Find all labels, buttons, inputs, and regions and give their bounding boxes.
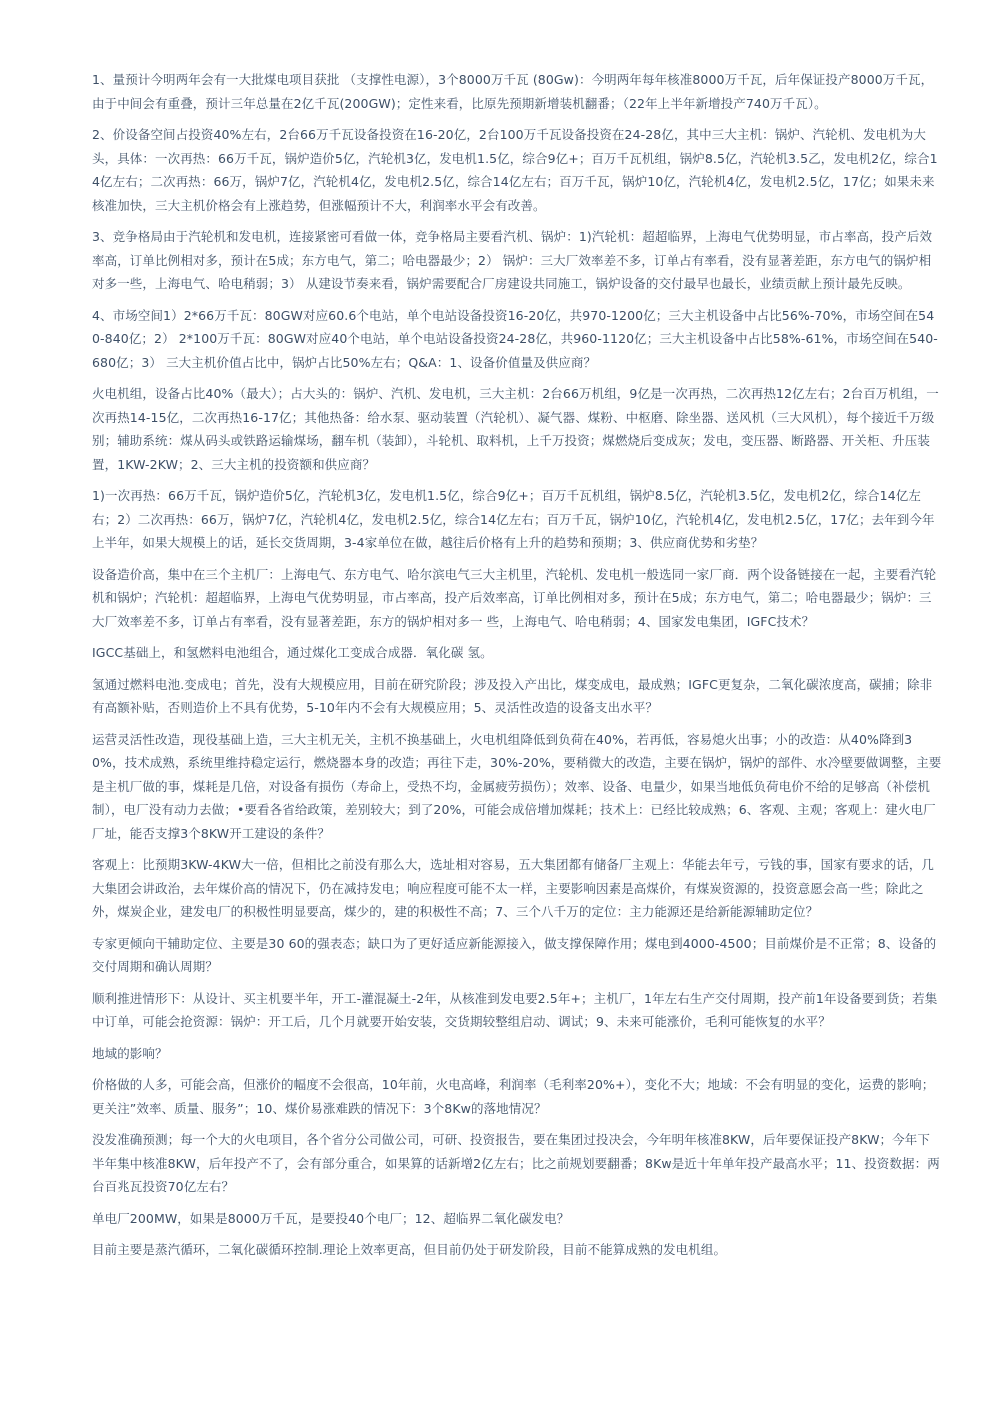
paragraph-4: 4、市场空间1）2*66万千瓦：80GW对应60.6个电站，单个电站设备投资16-20亿，共970-1200亿；三大主机设备中占比56%-70%，市场空间在540-840亿；2） 2*100万千瓦：80GW对应40个电站，单个电站设备投资24-28亿，共960-1120亿；三大主机设备中占比58%-61%，市场空间在540-680亿；3） 三大主机价值占比中，锅炉占比50%左右；Q&A：1、设备价值量及供应商？ (92, 307, 938, 370)
paragraph-16: 没发准确预测；每一个大的火电项目，各个省分公司做公司，可研、投资报告，要在集团过投决会，今年明年核准8KW，后年要保证投产8KW；今年下半年集中核准8KW，后年投产不了，会有部分重合，如果算的话新增2亿左右；比之前规划要翻番；8Kw是近十年单年投产最高水平；11、投资数据：两台百兆瓦投资70亿左右？ (92, 1132, 940, 1194)
paragraph-18: 目前主要是蒸汽循环，二氧化碳循环控制.理论上效率更高，但目前仍处于研发阶段，目前不能算成熟的发电机组。 (92, 1242, 727, 1257)
paragraph-13: 顺利推进情形下：从设计、买主机要半年，开工-灌混凝土-2年，从核准到发电要2.5年+；主机厂，1年左右生产交付周期，投产前1年设备要到货；若集中订单，可能会抢资源：锅炉：开工后，几个月就要开始安装，交货期较整组启动、调试；9、未来可能涨价，毛利可能恢复的水平？ (92, 990, 938, 1029)
paragraph-1: 1、量预计今明两年会有一大批煤电项目获批 （支撑性电源），3个8000万千瓦 (80Gw)：今明两年每年核准8000万千瓦，后年保证投产8000万千瓦，由于中间会有重叠，预计三年总量在2亿千瓦(200GW)；定性来看，比原先预期新增装机翻番；（22年上半年新增投产740万千瓦）。 (92, 72, 934, 111)
paragraph-7: 设备造价高，集中在三个主机厂：上海电气、东方电气、哈尔滨电气三大主机里，汽轮机、发电机一般选同一家厂商．两个设备链接在一起，主要看汽轮机和锅炉；汽轮机：超超临界，上海电气优势明显，市占率高，投产后效率高，订单比例相对多，预计在5成；东方电气，第二；哈电器最少；锅炉：三大厂效率差不多，订单占有率看，没有显著差距，东方的锅炉相对多一 些，上海电气、哈电稍弱；4、国家发电集团，IGFC技术？ (92, 566, 937, 629)
paragraph-2: 2、价设备空间占投资40%左右，2台66万千瓦设备投资在16-20亿，2台100万千瓦设备投资在24-28亿，其中三大主机：锅炉、汽轮机、发电机为大头，具体：一次再热：66万千瓦，锅炉造价5亿，汽轮机3亿，发电机1.5亿，综合9亿+；百万千瓦机组，锅炉8.5亿，汽轮机3.5乙，发电机2亿，综合14亿左右；二次再热：66万，锅炉7亿，汽轮机4亿，发电机2.5亿，综合14亿左右；百万千瓦，锅炉10亿，汽轮机4亿，发电机2.5亿，17亿；如果未来核准加快，三大主机价格会有上涨趋势，但涨幅预计不大，利润率水平会有改善。 (92, 127, 938, 213)
document-body (92, 68, 942, 1270)
paragraph-12: 专家更倾向干辅助定位、主要是30 60的强表态；缺口为了更好适应新能源接入，做支撑保障作用；煤电到4000-4500；目前煤价是不正常；8、设备的交付周期和确认周期？ (92, 935, 937, 974)
paragraph-15: 价格做的人多，可能会高，但涨价的幅度不会很高，10年前，火电高峰，利润率（毛利率20%+），变化不大；地域：不会有明显的变化，运费的影响；更关注”效率、质量、服务”；10、煤价易涨难跌的情况下：3个8Kw的落地情况？ (92, 1077, 935, 1116)
paragraph-3: 3、竞争格局由于汽轮机和发电机，连接紧密可看做一体，竞争格局主要看汽机、锅炉：1)汽轮机：超超临界，上海电气优势明显，市占率高，投产后效率高，订单比例相对多，预计在5成；东方电气，第二；哈电器最少；2） 锅炉：三大厂效率差不多，订单占有率看，没有显著差距，东方电气的锅炉相对多一些，上海电气、哈电稍弱；3） 从建设节奏来看，锅炉需要配合厂房建设共同施工，锅炉设备的交付最早也最长，业绩贡献上预计最先反映。 (92, 229, 933, 291)
paragraph-11: 客观上：比预期3KW-4KW大一倍，但相比之前没有那么大，选址相对容易，五大集团都有储备厂主观上：华能去年亏，亏钱的事，国家有要求的话，几大集团会讲政治，去年煤价高的情况下，仍在减持发电；响应程度可能不太一样，主要影响因素是高煤价，有煤炭资源的，投资意愿会高一些；除此之外，煤炭企业，建发电厂的积极性明显要高，煤少的，建的积极性不高；7、三个八千万的定位：主力能源还是给新能源辅助定位？ (92, 857, 935, 919)
paragraph-6: 1)一次再热：66万千瓦，锅炉造价5亿，汽轮机3亿，发电机1.5亿，综合9亿+；百万千瓦机组，锅炉8.5亿，汽轮机3.5亿，发电机2亿，综合14亿左右；2）二次再热：66万，锅炉7亿，汽轮机4亿，发电机2.5亿，综合14亿左右；百万千瓦，锅炉10亿，汽轮机4亿，发电机2.5亿，17亿；去年到今年上半年，如果大规模上的话，延长交货周期，3-4家单位在做，越往后价格有上升的趋势和预期；3、供应商优势和劣垫？ (92, 488, 935, 550)
paragraph-8: IGCC基础上，和氢燃料电池组合，通过煤化工变成合成器．氧化碳 氢。 (92, 645, 493, 660)
paragraph-10: 运营灵活性改造，现役基础上造，三大主机无关，主机不换基础上，火电机组降低到负荷在40%，若再低，容易熄火出事；小的改造：从40%降到30%，技术成熟，系统里维持稳定运行，燃烧器本身的改造；再往下走，30%-20%，要稍微大的改造，主要在锅炉，锅炉的部件、水冷壁要做调整，主要是主机厂做的事，煤耗是几倍，对设备有损伤（寿命上，受热不均，金属疲劳损伤）；效率、设备、电量少，如果当地低负荷电价不给的足够高（补偿机制），电厂没有动力去做；•要看各省给政策，差别较大；到了20%，可能会成倍增加煤耗；技术上：已经比较成熟；6、客观、主观；客观上：建火电厂厂址，能否支撑3个8KW开工建设的条件？ (92, 731, 942, 841)
paragraph-17: 单电厂200MW，如果是8000万千瓦，是要投40个电厂；12、超临界二氧化碳发电？ (92, 1210, 570, 1226)
paragraph-9: 氢通过燃料电池.变成电；首先，没有大规模应用，目前在研究阶段；涉及投入产出比，煤变成电，最成熟；IGFC更复杂，二氧化碳浓度高，碳捕；除非有高额补贴，否则造价上不具有优势，5-10年内不会有大规模应用；5、灵活性改造的设备支出水平？ (92, 676, 933, 715)
paragraph-5: 火电机组，设备占比40%（最大）；占大头的：锅炉、汽机、发电机，三大主机：2台66万机组，9亿是一次再热，二次再热12亿左右；2台百万机组，一次再热14-15亿，二次再热16-17亿；其他热备：给水泵、驱动装置（汽轮机）、凝气器、煤粉、中枢磨、除坐器、送风机（三大风机），每个接近千万级别；辅助系统：煤从码头或铁路运输煤场，翻车机（装卸），斗轮机、取料机，上千万投资；煤燃烧后变成灰；发电，变压器、断路器、开关柜、升压装置，1KW-2KW；2、三大主机的投资额和供应商？ (92, 386, 939, 472)
paragraph-14: 地域的影响？ (92, 1045, 168, 1061)
